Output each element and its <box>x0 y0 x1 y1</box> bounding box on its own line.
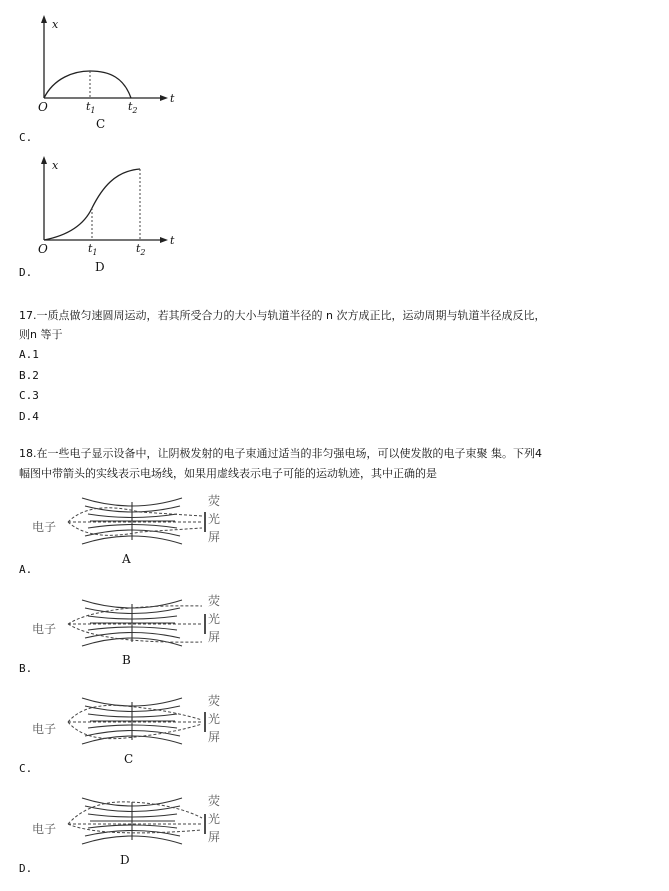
caption-c: C <box>124 752 134 766</box>
q18-option-c[interactable]: C. <box>19 762 33 775</box>
field-figure-c <box>30 690 230 770</box>
electron-label-c: 电子 <box>32 722 57 736</box>
screen-label-b-2: 光 <box>208 612 221 626</box>
q18-option-d[interactable]: D. <box>19 862 33 875</box>
caption-d: D <box>120 853 130 867</box>
electron-trajectory-c <box>68 705 202 738</box>
q17-option-c[interactable]: C.3 <box>19 389 39 402</box>
caption-a: A <box>122 552 131 566</box>
field-lines-d <box>82 798 182 844</box>
graph-c-x-label: t <box>170 92 175 105</box>
screen-label-a-3: 屏 <box>208 530 221 544</box>
field-figure-d <box>30 790 230 870</box>
graph-c-curve <box>44 71 131 98</box>
graph-c-t2: $t_2$ <box>128 100 138 116</box>
q18-option-a[interactable]: A. <box>19 563 33 576</box>
q17-text-line2: 则n 等于 <box>19 328 63 341</box>
screen-label-b-3: 屏 <box>208 630 221 644</box>
graph-d-y-label: x <box>52 159 59 172</box>
field-figure-d-svg <box>30 790 230 870</box>
field-lines-a <box>82 498 182 544</box>
field-figure-b <box>30 590 230 670</box>
screen-label-d-2: 光 <box>208 812 221 826</box>
graph-d-x-label: t <box>170 234 175 247</box>
screen-label-c-2: 光 <box>208 712 221 726</box>
graph-d-y-arrow <box>41 156 47 164</box>
graph-c-caption: C <box>96 117 106 131</box>
q17-option-d[interactable]: D.4 <box>19 410 39 423</box>
electron-label-a: 电子 <box>32 520 57 534</box>
graph-d-origin: O <box>38 242 48 256</box>
graph-d-t2: $t_2$ <box>136 242 146 258</box>
screen-label-c-1: 荧 <box>208 694 221 708</box>
q18-option-b[interactable]: B. <box>19 662 33 675</box>
graph-c-x-arrow <box>160 95 168 101</box>
graph-d-x-arrow <box>160 237 168 243</box>
graph-c-origin: O <box>38 100 48 114</box>
screen-label-d-3: 屏 <box>208 830 221 844</box>
q17-text-line1: 17.一质点做匀速圆周运动，若其所受合力的大小与轨道半径的 n 次方成正比，运动周期与轨道半径成反比， <box>19 309 546 322</box>
q16-option-c[interactable]: C. <box>19 131 33 144</box>
q18-text-line1: 18.在一些电子显示设备中，让阴极发射的电子束通过适当的非匀强电场，可以使发散的电子束聚 集。下列4 <box>19 447 542 460</box>
q17-option-a[interactable]: A.1 <box>19 348 39 361</box>
q16-option-d[interactable]: D. <box>19 266 33 279</box>
q17-option-b[interactable]: B.2 <box>19 369 39 382</box>
graph-d-t1: $t_1$ <box>88 242 98 258</box>
graph-c <box>30 14 180 138</box>
graph-d <box>30 153 180 277</box>
field-lines-c <box>82 698 182 744</box>
electron-trajectory-b <box>68 606 202 642</box>
q18-text-line2: 幅图中带箭头的实线表示电场线，如果用虚线表示电子可能的运动轨迹，其中正确的是 <box>19 467 437 480</box>
field-lines-b <box>82 600 182 646</box>
graph-d-caption: D <box>95 260 105 274</box>
screen-label-c-3: 屏 <box>208 730 221 744</box>
screen-label-a-1: 荧 <box>208 494 221 508</box>
electron-label-d: 电子 <box>32 822 57 836</box>
field-figure-a <box>30 490 230 570</box>
graph-c-y-arrow <box>41 15 47 23</box>
screen-label-b-1: 荧 <box>208 594 221 608</box>
graph-c-t1: $t_1$ <box>86 100 96 116</box>
graph-c-y-label: x <box>52 18 59 31</box>
caption-b: B <box>122 653 131 667</box>
screen-label-d-1: 荧 <box>208 794 221 808</box>
electron-label-b: 电子 <box>32 622 57 636</box>
screen-label-a-2: 光 <box>208 512 221 526</box>
